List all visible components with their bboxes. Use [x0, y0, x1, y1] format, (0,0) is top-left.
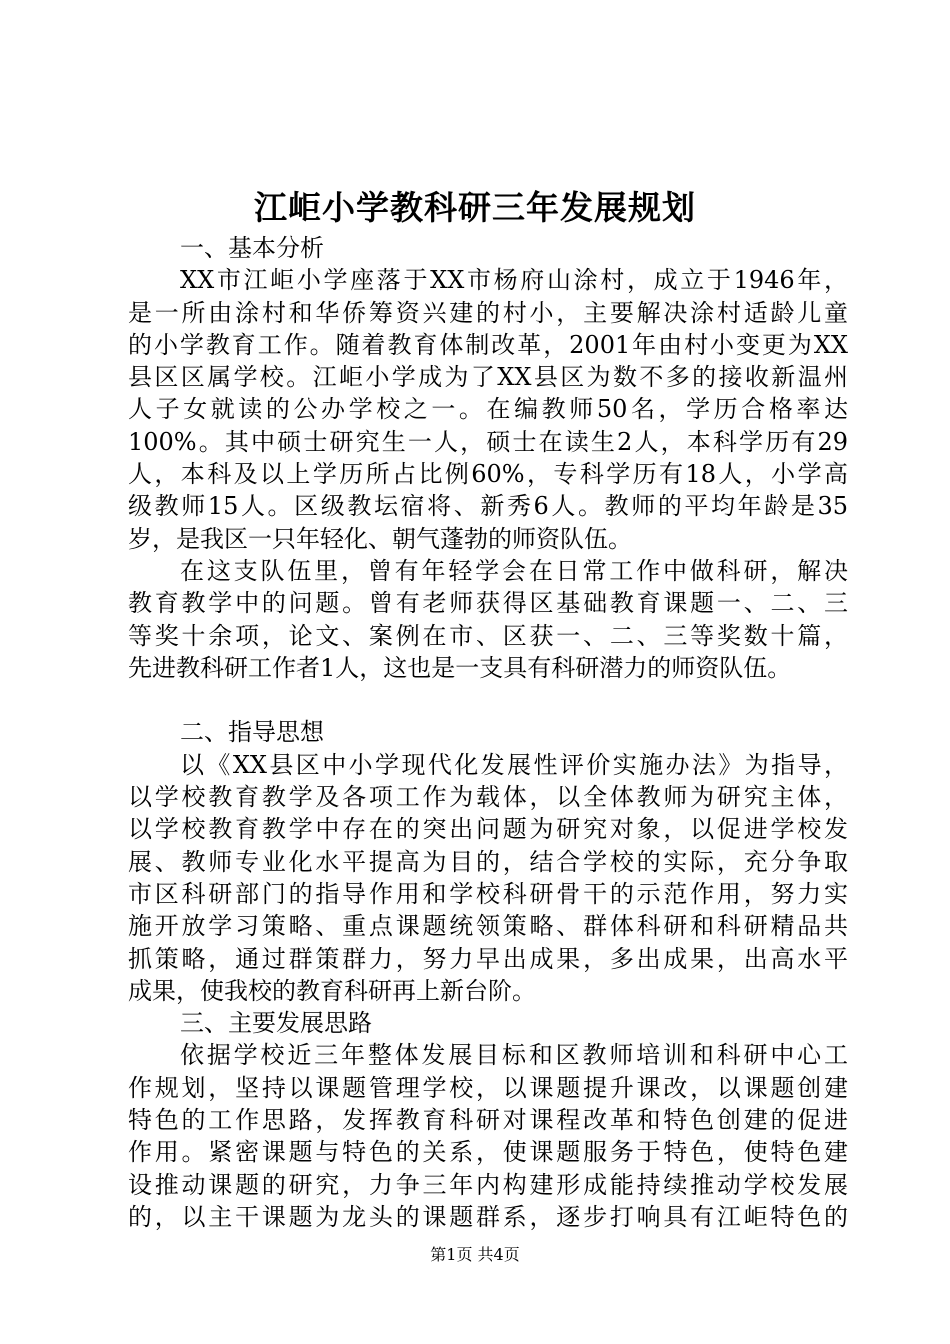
- blank-line: [128, 684, 848, 716]
- paragraph-line: 岁，是我区一只年轻化、朝气蓬勃的师资队伍。: [128, 524, 632, 553]
- paragraph-line: 以《XX县区中小学现代化发展性评价实施办法》为指导，: [180, 750, 848, 779]
- paragraph-line: 展、教师专业化水平提高为目的，结合学校的实际，充分争取: [128, 847, 848, 876]
- paragraph-line: 先进教科研工作者1人，这也是一支具有科研潜力的师资队伍。: [128, 653, 792, 682]
- paragraph-line: 以学校教育教学中存在的突出问题为研究对象，以促进学校发: [128, 815, 848, 844]
- paragraph-line: 100%。其中硕士研究生一人，硕士在读生2人，本科学历有29: [128, 427, 848, 456]
- paragraph-line: 依据学校近三年整体发展目标和区教师培训和科研中心工: [180, 1041, 848, 1070]
- section-heading: 一、基本分析: [180, 234, 324, 262]
- paragraph-line: 的，以主干课题为龙头的课题群系，逐步打响具有江岠特色的: [128, 1202, 848, 1231]
- paragraph-line: 作用。紧密课题与特色的关系，使课题服务于特色，使特色建: [128, 1138, 848, 1167]
- paragraph-line: 施开放学习策略、重点课题统领策略、群体科研和科研精品共: [128, 912, 848, 941]
- paragraph-line: 人子女就读的公办学校之一。在编教师50名，学历合格率达: [128, 395, 848, 424]
- paragraph-line: 在这支队伍里，曾有年轻学会在日常工作中做科研，解决: [180, 556, 848, 585]
- paragraph-line: 是一所由涂村和华侨筹资兴建的村小，主要解决涂村适龄儿童: [128, 298, 848, 327]
- paragraph-line: 县区区属学校。江岠小学成为了XX县区为数不多的接收新温州: [128, 363, 848, 392]
- paragraph-line: 特色的工作思路，发挥教育科研对课程改革和特色创建的促进: [128, 1106, 848, 1135]
- section-heading: 三、主要发展思路: [180, 1009, 372, 1038]
- paragraph-line: 设推动课题的研究，力争三年内构建形成能持续推动学校发展: [128, 1170, 848, 1199]
- paragraph-line: 市区科研部门的指导作用和学校科研骨干的示范作用，努力实: [128, 879, 848, 908]
- paragraph-line: XX市江岠小学座落于XX市杨府山涂村，成立于1946年，: [180, 266, 848, 295]
- paragraph-line: 教育教学中的问题。曾有老师获得区基础教育课题一、二、三: [128, 589, 848, 618]
- section-heading: 二、指导思想: [180, 718, 324, 747]
- paragraph-line: 以学校教育教学及各项工作为载体，以全体教师为研究主体，: [128, 783, 848, 812]
- paragraph-line: 级教师15人。区级教坛宿将、新秀6人。教师的平均年龄是35: [128, 492, 848, 521]
- document-body: [128, 232, 848, 1233]
- document-title: 江岠小学教科研三年发展规划: [254, 188, 696, 227]
- paragraph-line: 的小学教育工作。随着教育体制改革，2001年由村小变更为XX: [128, 330, 848, 359]
- page-footer: 第1页 共4页: [430, 1245, 520, 1264]
- paragraph-line: 抓策略，通过群策群力，努力早出成果，多出成果，出高水平: [128, 944, 848, 973]
- paragraph-line: 作规划，坚持以课题管理学校，以课题提升课改，以课题创建: [128, 1073, 848, 1102]
- paragraph-line: 等奖十余项，论文、案例在市、区获一、二、三等奖数十篇，: [128, 621, 848, 650]
- paragraph-line: 人，本科及以上学历所占比例60%，专科学历有18人，小学高: [128, 460, 848, 489]
- paragraph-line: 成果，使我校的教育科研再上新台阶。: [128, 976, 536, 1005]
